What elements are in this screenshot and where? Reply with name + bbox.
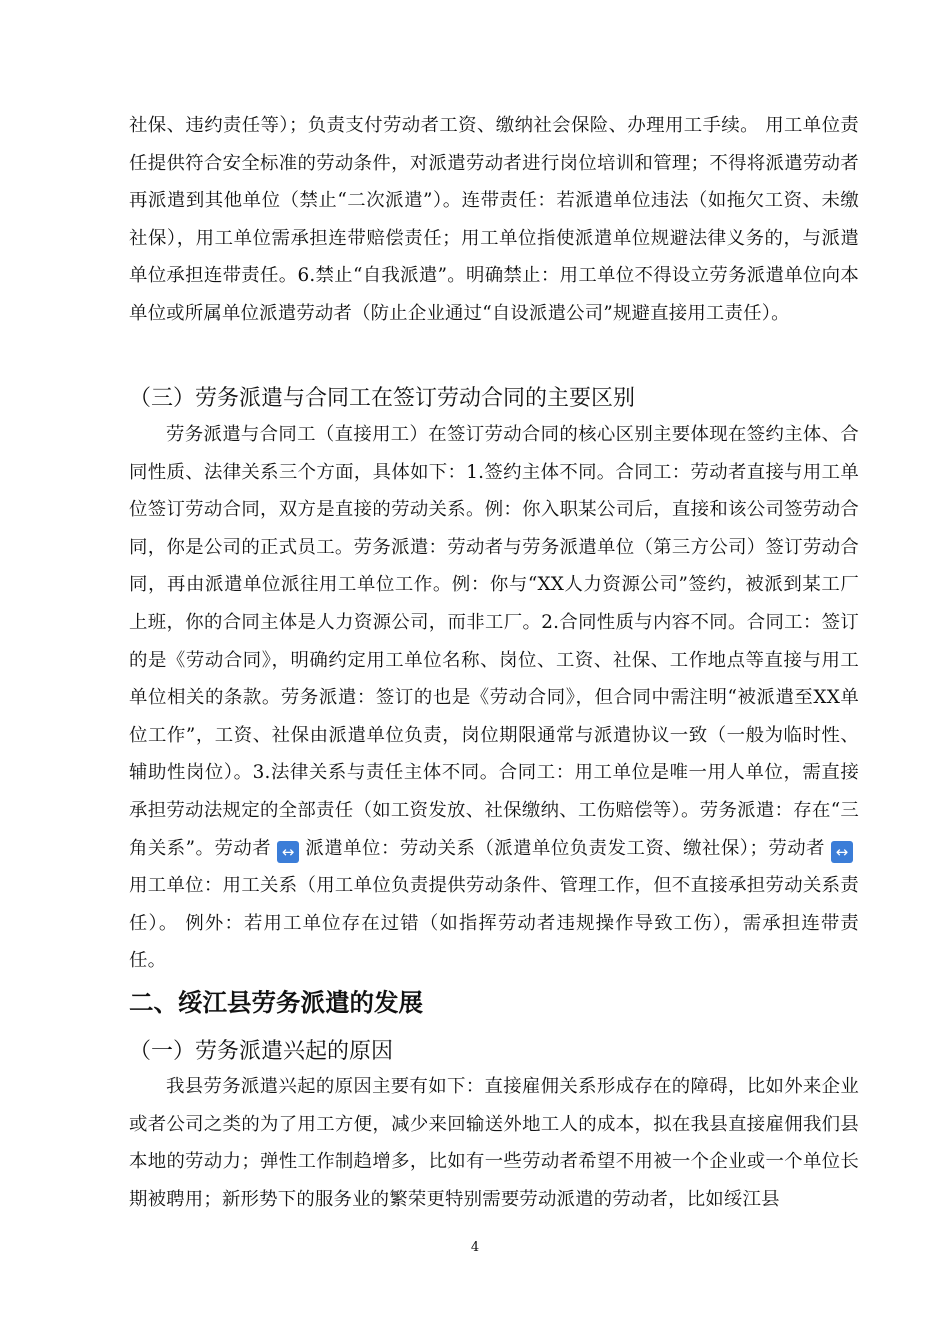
- paragraph-rise-reasons: 我县劳务派遣兴起的原因主要有如下：直接雇佣关系形成存在的障碍，比如外来企业或者公司之类的为了用工方便，减少来回输送外地工人的成本，拟在我县直接雇佣我们县本地的劳动力；弹性工作制趋增多，比如有一些劳动者希望不用被一个企业或一个单位长期被聘用；新形势下的服务业的繁荣更特别需要劳动派遣的劳动者，比如绥江县: [129, 1076, 859, 1210]
- chapter-heading-suijiang-development: 二、绥江县劳务派遣的发展: [129, 988, 423, 1017]
- paragraph-contract-differences: [129, 416, 859, 980]
- left-right-arrow-icon: ↔: [277, 841, 299, 863]
- section-heading-rise-reasons: （一）劳务派遣兴起的原因: [129, 1039, 394, 1064]
- paragraph-text-part-3: 用工单位：用工关系（用工单位负责提供劳动条件、管理工作，但不直接承担劳动关系责任）。 例外：若用工单位存在过错（如指挥劳动者违规操作导致工伤），需承担连带责任。: [129, 875, 859, 972]
- page-number: 4: [470, 1240, 480, 1255]
- paragraph-text-part-1: 劳务派遣与合同工（直接用工）在签订劳动合同的核心区别主要体现在签约主体、合同性质、法律关系三个方面，具体如下：1.签约主体不同。合同工：劳动者直接与用工单位签订劳动合同，双方是直接的劳动关系。例：你入职某公司后，直接和该公司签劳动合同，你是公司的正式员工。劳务派遣：劳动者与劳务派遣单位（第三方公司）签订劳动合同，再由派遣单位派往用工单位工作。例：你与“XX人力资源公司”签约，被派到某工厂上班，你的合同主体是人力资源公司，而非工厂。2.合同性质与内容不同。合同工：签订的是《劳动合同》，明确约定用工单位名称、岗位、工资、社保、工作地点等直接与用工单位相关的条款。劳务派遣：签订的也是《劳动合同》，但合同中需注明“被派遣至XX单位工作”，工资、社保由派遣单位负责，岗位期限通常与派遣协议一致（一般为临时性、辅助性岗位）。3.法律关系与责任主体不同。合同工：用工单位是唯一用人单位，需直接承担劳动法规定的全部责任（如工资发放、社保缴纳、工伤赔偿等）。劳务派遣：存在“三角关系”。劳动者: [129, 424, 859, 859]
- paragraph-text-part-2: 派遣单位：劳动关系（派遣单位负责发工资、缴社保）；劳动者: [305, 837, 825, 859]
- left-right-arrow-icon: ↔: [831, 841, 853, 863]
- paragraph-dispatch-responsibilities: 社保、违约责任等）；负责支付劳动者工资、缴纳社会保险、办理用工手续。 用工单位责任提供符合安全标准的劳动条件，对派遣劳动者进行岗位培训和管理；不得将派遣劳动者再派遣到其他单位（禁止“二次派遣”）。连带责任：若派遣单位违法（如拖欠工资、未缴社保），用工单位需承担连带赔偿责任；用工单位指使派遣单位规避法律义务的，与派遣单位承担连带责任。6.禁止“自我派遣”。明确禁止：用工单位不得设立劳务派遣单位向本单位或所属单位派遣劳动者（防止企业通过“自设派遣公司”规避直接用工责任）。: [129, 115, 859, 324]
- section-heading-contract-differences: （三）劳务派遣与合同工在签订劳动合同的主要区别: [129, 386, 636, 411]
